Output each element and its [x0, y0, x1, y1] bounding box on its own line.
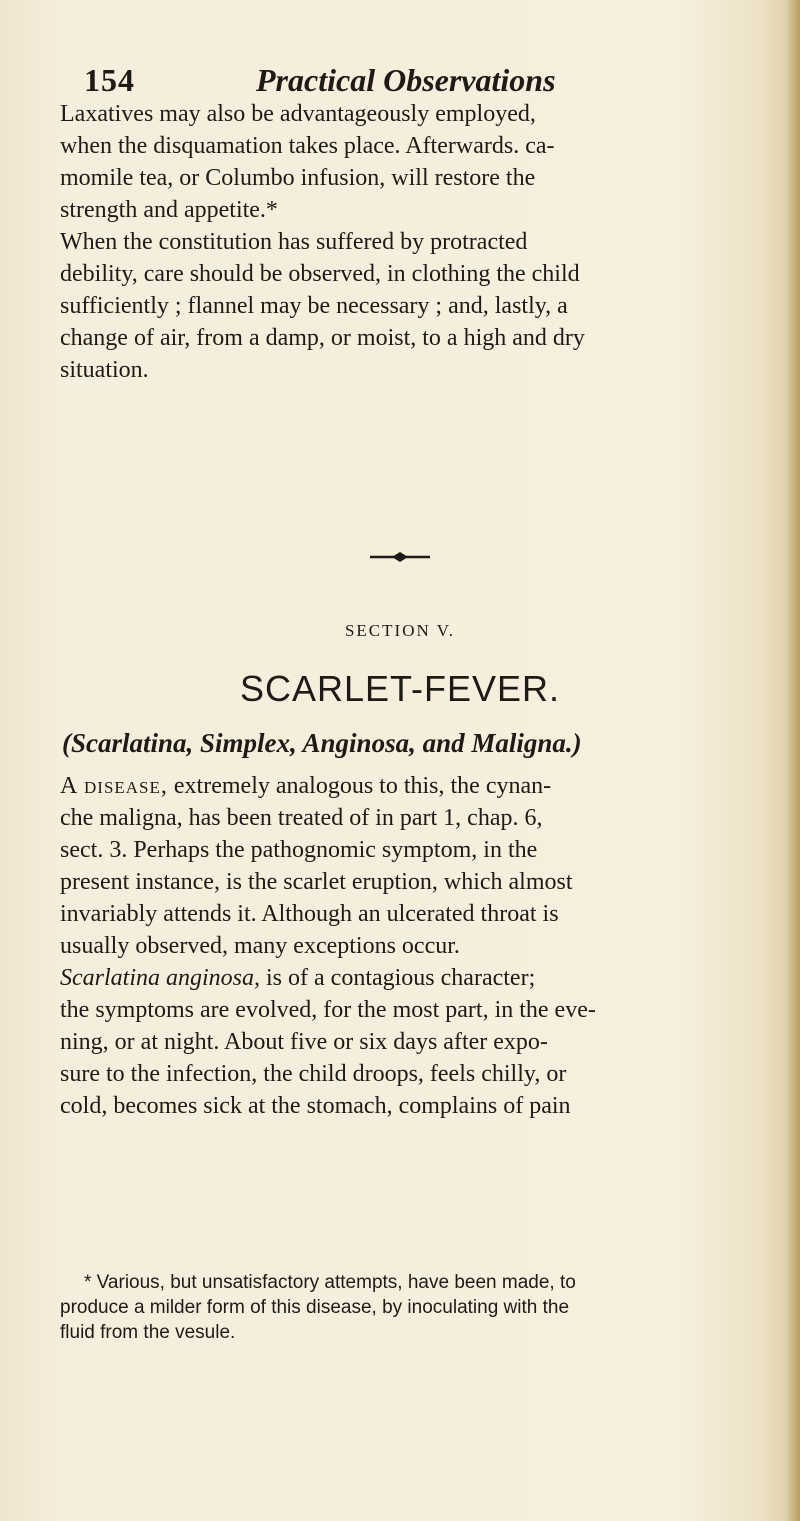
section-subtitle: (Scarlatina, Simplex, Anginosa, and Maligna.)	[62, 728, 582, 758]
text-line: cold, becomes sick at the stomach, complains of pain	[60, 1093, 571, 1119]
text-line: sure to the infection, the child droops, feels chilly, or	[60, 1061, 567, 1087]
lead-words: A disease,	[60, 773, 168, 799]
paragraph-laxatives	[60, 98, 734, 386]
text-line: che maligna, has been treated of in part 1, chap. 6,	[60, 805, 543, 831]
text-line: present instance, is the scarlet eruption, which almost	[60, 869, 573, 895]
text-line: invariably attends it. Although an ulcerated throat is	[60, 901, 559, 927]
text-line: situation.	[60, 357, 149, 383]
text-line: sufficiently ; flannel may be necessary ; and, lastly, a	[60, 293, 568, 319]
section-divider-ornament	[370, 550, 430, 564]
footnote	[60, 1270, 736, 1345]
footnote-line: * Various, but unsatisfactory attempts, have been made, to	[84, 1272, 576, 1293]
running-title: Practical Observations	[256, 62, 556, 98]
section-label: SECTION V.	[344, 621, 456, 640]
text-line	[60, 962, 734, 994]
footnote-line: fluid from the vesule.	[60, 1322, 236, 1343]
text-fragment: extremely analogous to this, the cynan-	[167, 773, 552, 799]
section-title: SCARLET-FEVER.	[239, 668, 561, 709]
page-edge	[786, 0, 800, 1521]
text-line: sect. 3. Perhaps the pathognomic symptom, in the	[60, 837, 538, 863]
text-line: usually observed, many exceptions occur.	[60, 933, 460, 959]
text-line: momile tea, or Columbo infusion, will restore the	[60, 165, 536, 191]
text-line	[60, 770, 734, 802]
page-number: 154	[84, 62, 135, 98]
text-line: debility, care should be observed, in clothing the child	[60, 261, 580, 287]
text-line: the symptoms are evolved, for the most part, in the eve-	[60, 997, 596, 1023]
text-line: strength and appetite.*	[60, 197, 278, 223]
text-line: when the disquamation takes place. Afterwards. ca-	[60, 133, 555, 159]
lead-words: Scarlatina anginosa,	[60, 965, 261, 991]
text-line: When the constitution has suffered by protracted	[60, 229, 528, 255]
paragraph-disease	[60, 770, 734, 1122]
text-fragment: is of a contagious character;	[260, 965, 536, 991]
text-line: ning, or at night. About five or six days after expo-	[60, 1029, 548, 1055]
footnote-line: produce a milder form of this disease, by inoculating with the	[60, 1297, 570, 1318]
text-line: Laxatives may also be advantageously employed,	[60, 101, 536, 127]
text-line: change of air, from a damp, or moist, to a high and dry	[60, 325, 585, 351]
